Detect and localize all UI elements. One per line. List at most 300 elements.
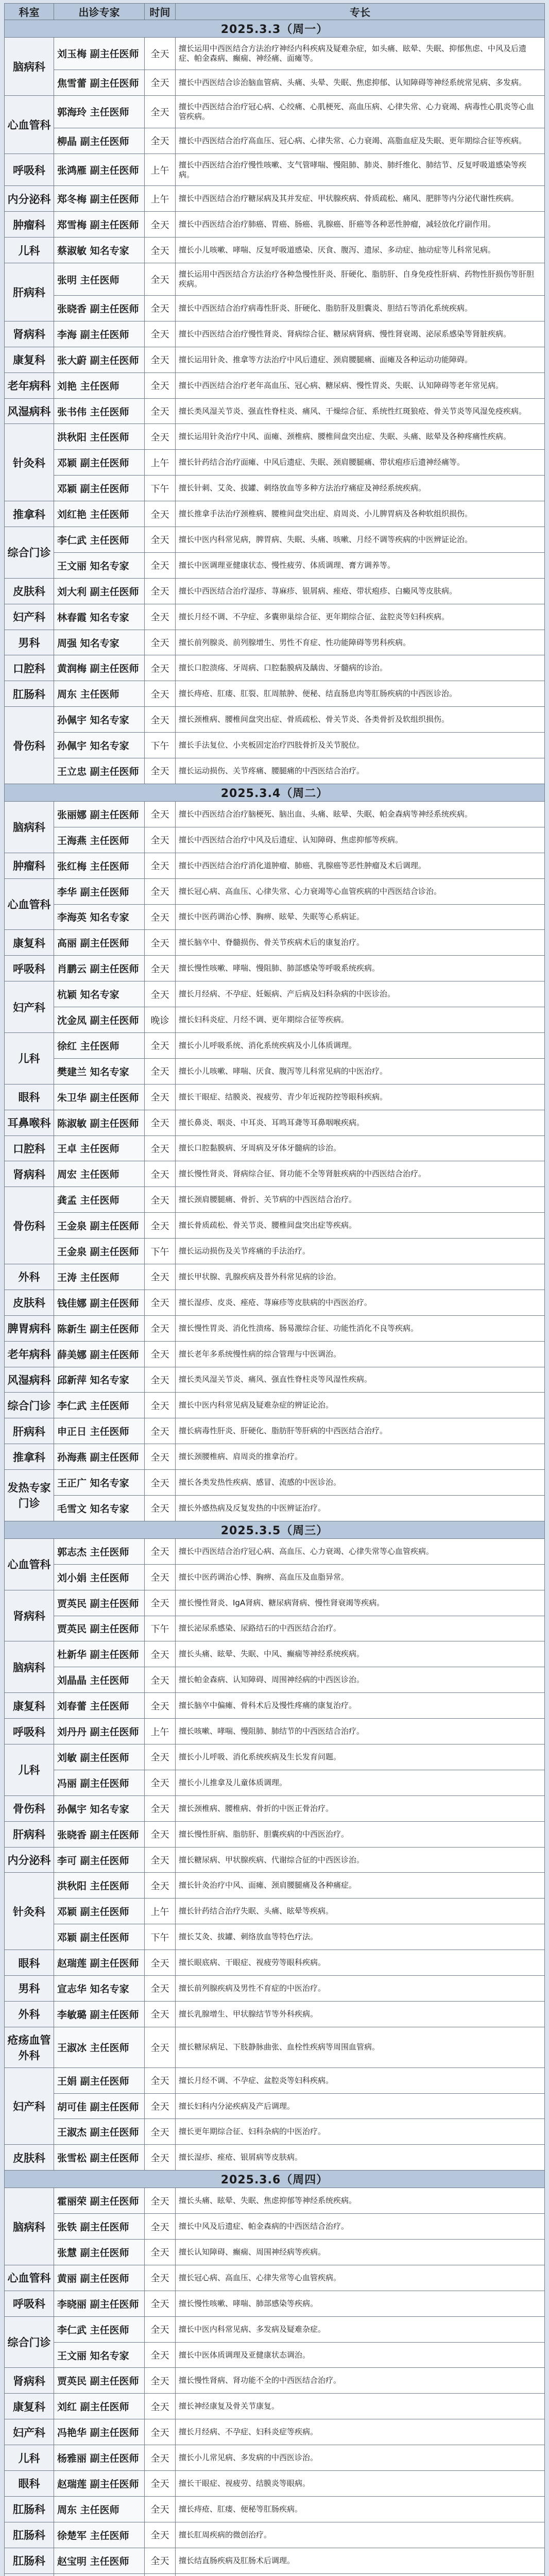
dept-cell [5, 2573, 54, 2576]
time-cell: 全天 [145, 2522, 176, 2548]
time-cell: 全天 [145, 853, 176, 878]
dept-cell: 骨伤科 [5, 707, 54, 784]
time-cell: 全天 [145, 2001, 176, 2027]
dept-cell: 口腔科 [5, 1136, 54, 1161]
spec-cell: 擅长类风湿关节炎、强直性脊柱炎、痛风、干燥综合征、系统性红斑狼疮、骨关节炎等风湿免疫疾病。 [176, 398, 545, 424]
time-cell: 全天 [145, 1367, 176, 1393]
header-time: 时间 [145, 4, 176, 20]
doctor-cell: 申正日 主任医师 [54, 1418, 145, 1444]
spec-cell: 擅长月经病、不孕症、妊娠病、产后病及妇科杂病的中医诊治。 [176, 981, 545, 1007]
spec-cell: 擅长月经病、不孕症、妇科炎症等疾病。 [176, 2419, 545, 2445]
doctor-cell: 陈淑敏 副主任医师 [54, 1110, 145, 1136]
spec-cell: 擅长中医内科常见病，脾胃病、失眠、头痛、咳嗽、月经不调等疾病的中医辨证论治。 [176, 527, 545, 553]
doctor-cell: 毛雪文 知名专家 [54, 1495, 145, 1521]
doctor-cell: 王淑冰 主任医师 [54, 2027, 145, 2067]
table-row [5, 2291, 545, 2316]
spec-cell: 擅长推拿手法治疗颈椎病、腰椎间盘突出症、肩周炎、小儿脾胃病及各种软组织损伤。 [176, 501, 545, 527]
table-row [5, 904, 545, 930]
time-cell: 全天 [145, 707, 176, 733]
table-row [5, 2548, 545, 2573]
dept-cell: 肾病科 [5, 2368, 54, 2394]
doctor-cell: 王立忠 副主任医师 [54, 758, 145, 784]
table-row [5, 1213, 545, 1239]
doctor-cell: 李华 副主任医师 [54, 878, 145, 904]
spec-cell: 擅长脑卒中、脊髓损伤、骨关节疾病术后的康复治疗。 [176, 930, 545, 956]
doctor-cell: 李敏璐 副主任医师 [54, 2001, 145, 2027]
time-cell: 全天 [145, 2342, 176, 2368]
time-cell: 全天 [145, 2394, 176, 2419]
dept-cell: 心血管科 [5, 2265, 54, 2291]
table-row [5, 263, 545, 296]
doctor-cell: 刘红艳 主任医师 [54, 501, 145, 527]
time-cell: 全天 [145, 95, 176, 128]
dept-cell: 男科 [5, 630, 54, 655]
doctor-cell: 刘晶晶 主任医师 [54, 1667, 145, 1693]
table-row [5, 1693, 545, 1719]
spec-cell: 擅长头痛、眩晕、失眠、焦虑抑郁等神经系统疾病。 [176, 2188, 545, 2214]
time-cell: 全天 [145, 1084, 176, 1110]
spec-cell: 擅长颈肩腰腿痛、骨折、关节病的中西医结合治疗。 [176, 1187, 545, 1213]
dept-cell: 眼科 [5, 2471, 54, 2497]
table-row [5, 2368, 545, 2394]
time-cell: 全天 [145, 2496, 176, 2522]
table-row [5, 2093, 545, 2119]
table-row [5, 1795, 545, 1821]
table-row [5, 398, 545, 424]
doctor-cell: 王淑杰 副主任医师 [54, 2119, 145, 2145]
time-cell: 全天 [145, 1032, 176, 1058]
spec-cell: 擅长口腔溃疡、牙周病、口腔黏膜病及龋齿、牙髓病的诊治。 [176, 655, 545, 681]
spec-cell: 擅长针药结合治疗面瘫、中风后遗症、失眠、颈肩腰腿痛、带状疱疹后遗神经痛等。 [176, 450, 545, 476]
table-row [5, 2522, 545, 2548]
spec-cell: 擅长运用中西医结合方法治疗各种急慢性肝炎、肝硬化、脂肪肝、自身免疫性肝病、药物性肝损伤等肝胆疾病。 [176, 263, 545, 296]
time-cell: 全天 [145, 1873, 176, 1899]
table-row [5, 758, 545, 784]
time-cell: 全天 [145, 1795, 176, 1821]
spec-cell: 擅长月经不调、不孕症、多囊卵巢综合征、更年期综合征、盆腔炎等妇科疾病。 [176, 604, 545, 630]
table-row [5, 853, 545, 878]
table-row [5, 1847, 545, 1873]
schedule-body [5, 20, 545, 2576]
table-row [5, 1007, 545, 1033]
doctor-cell: 李海 副主任医师 [54, 321, 145, 347]
time-cell: 全天 [145, 578, 176, 604]
dept-cell: 内分泌科 [5, 186, 54, 212]
doctor-cell: 赵瑞莲 副主任医师 [54, 1950, 145, 1976]
spec-cell: 擅长类风湿关节炎、痛风、强直性脊柱炎等风湿性疾病。 [176, 1367, 545, 1393]
doctor-cell: 王文丽 知名专家 [54, 2342, 145, 2368]
time-cell: 全天 [145, 70, 176, 95]
table-row [5, 1136, 545, 1161]
table-row [5, 801, 545, 827]
dept-cell: 心血管科 [5, 1538, 54, 1590]
time-cell: 全天 [145, 2368, 176, 2394]
doctor-cell: 张红梅 主任医师 [54, 853, 145, 878]
time-cell: 全天 [145, 655, 176, 681]
dept-cell: 针灸科 [5, 424, 54, 501]
time-cell: 全天 [145, 2214, 176, 2240]
time-cell: 全天 [145, 2548, 176, 2573]
table-row [5, 2188, 545, 2214]
doctor-cell: 黄丽 副主任医师 [54, 2265, 145, 2291]
spec-cell: 擅长乳腺增生、甲状腺结节等外科疾病。 [176, 2001, 545, 2027]
time-cell: 全天 [145, 552, 176, 578]
table-row [5, 450, 545, 476]
dept-cell: 康复科 [5, 347, 54, 372]
table-row [5, 347, 545, 372]
table-row [5, 2067, 545, 2093]
table-row [5, 2265, 545, 2291]
doctor-cell: 周东 主任医师 [54, 681, 145, 707]
doctor-cell: 郑雪梅 副主任医师 [54, 212, 145, 238]
time-cell: 晚诊 [145, 1007, 176, 1033]
table-row [5, 424, 545, 450]
doctor-cell: 郑冬梅 副主任医师 [54, 186, 145, 212]
spec-cell: 擅长运用中西医结合方法治疗神经内科疾病及疑难杂症，如头痛、眩晕、失眠、抑郁焦虑、中风及后遗症、帕金森病、癫痫、神经痛、面瘫等。 [176, 38, 545, 70]
spec-cell: 擅长妇科内分泌疾病及产后调理。 [176, 2093, 545, 2119]
spec-cell: 擅长运用针灸治疗中风、面瘫、颈椎病、腰椎间盘突出症、失眠、头痛、眩晕及各种疼痛性疾病。 [176, 424, 545, 450]
dept-cell: 老年病科 [5, 1341, 54, 1367]
spec-cell: 擅长中西医结合治疗冠心病、心绞痛、心肌梗死、高血压病、心律失常、心力衰竭、病毒性心肌炎等心血管疾病。 [176, 95, 545, 128]
time-cell: 全天 [145, 1950, 176, 1976]
doctor-cell: 朱卫华 副主任医师 [54, 1084, 145, 1110]
spec-cell: 擅长小儿咳嗽、哮喘、厌食、腹泻等儿科常见病的中医治疗。 [176, 1058, 545, 1084]
time-cell: 全天 [145, 2093, 176, 2119]
doctor-cell: 王海燕 主任医师 [54, 827, 145, 853]
time-cell: 下午 [145, 1239, 176, 1264]
time-cell: 全天 [145, 2291, 176, 2316]
time-cell: 全天 [145, 2027, 176, 2067]
doctor-cell: 杨雅丽 副主任医师 [54, 2445, 145, 2471]
time-cell: 全天 [145, 321, 176, 347]
table-row [5, 552, 545, 578]
dept-cell: 妇产科 [5, 2419, 54, 2445]
spec-cell: 擅长痔疮、肛瘘、肛裂、肛周脓肿、便秘、结直肠息肉等肛肠疾病的中西医诊治。 [176, 681, 545, 707]
dept-cell: 妇产科 [5, 2067, 54, 2145]
table-row [5, 1418, 545, 1444]
time-cell: 全天 [145, 1564, 176, 1590]
doctor-cell: 王文丽 知名专家 [54, 552, 145, 578]
spec-cell: 擅长颈腰椎病、肩周炎的推拿治疗。 [176, 1444, 545, 1470]
doctor-cell: 蔡淑敏 知名专家 [54, 238, 145, 263]
doctor-cell: 冯艳华 副主任医师 [54, 2419, 145, 2445]
table-row [5, 1744, 545, 1770]
doctor-cell: 高丽 副主任医师 [54, 930, 145, 956]
table-row [5, 2471, 545, 2497]
dept-cell: 脾胃病科 [5, 1315, 54, 1341]
table-row [5, 1110, 545, 1136]
doctor-cell: 邓颖 副主任医师 [54, 1924, 145, 1950]
dept-cell: 呼吸科 [5, 2291, 54, 2316]
dept-cell: 肝病科 [5, 1418, 54, 1444]
doctor-cell: 焦雪蕾 副主任医师 [54, 70, 145, 95]
date-label: 2025.3.3（周一） [5, 20, 545, 38]
doctor-cell: 张明 主任医师 [54, 263, 145, 296]
doctor-cell: 柳晶 副主任医师 [54, 128, 145, 154]
table-row [5, 1367, 545, 1393]
dept-cell: 肾病科 [5, 321, 54, 347]
time-cell: 全天 [145, 212, 176, 238]
dept-cell: 呼吸科 [5, 154, 54, 186]
table-row [5, 238, 545, 263]
time-cell: 全天 [145, 2445, 176, 2471]
table-row [5, 2316, 545, 2342]
spec-cell: 擅长针灸治疗中风、面瘫、颈肩腰腿痛及各种痛症。 [176, 1873, 545, 1899]
date-row [5, 20, 545, 38]
spec-cell: 擅长甲状腺、乳腺疾病及普外科常见病的诊治。 [176, 1264, 545, 1290]
time-cell: 上午 [145, 1719, 176, 1744]
table-row [5, 212, 545, 238]
table-row [5, 2342, 545, 2368]
spec-cell: 擅长中医内科常见病及疑难杂症的辨证论治。 [176, 1393, 545, 1418]
time-cell: 上午 [145, 154, 176, 186]
spec-cell: 擅长中医调理亚健康状态、慢性疲劳、体质调理、膏方调养等。 [176, 552, 545, 578]
time-cell: 全天 [145, 878, 176, 904]
doctor-cell: 贾英民 副主任医师 [54, 1616, 145, 1641]
dept-cell: 肿瘤科 [5, 853, 54, 878]
spec-cell: 擅长帕金森病、认知障碍、周围神经病的中西医诊治。 [176, 1667, 545, 1693]
table-row [5, 2445, 545, 2471]
time-cell: 全天 [145, 930, 176, 956]
time-cell: 全天 [145, 1667, 176, 1693]
doctor-cell: 张铁 副主任医师 [54, 2214, 145, 2240]
table-row [5, 1444, 545, 1470]
doctor-cell: 刘大利 副主任医师 [54, 578, 145, 604]
table-row [5, 1770, 545, 1795]
doctor-cell: 杜新华 副主任医师 [54, 1641, 145, 1667]
doctor-cell: 李可 副主任医师 [54, 1847, 145, 1873]
table-row [5, 95, 545, 128]
spec-cell: 擅长肛周疾病的微创治疗。 [176, 2522, 545, 2548]
time-cell: 全天 [145, 501, 176, 527]
doctor-cell: 王正广 知名专家 [54, 1470, 145, 1496]
dept-cell: 妇产科 [5, 604, 54, 630]
dept-cell: 肛肠科 [5, 681, 54, 707]
table-row [5, 70, 545, 95]
time-cell: 全天 [145, 2145, 176, 2171]
spec-cell: 擅长针药结合治疗失眠、头痛、眩晕等疾病。 [176, 1899, 545, 1924]
dept-cell: 儿科 [5, 2445, 54, 2471]
date-row [5, 2171, 545, 2188]
spec-cell: 擅长中西医结合治疗湿疹、荨麻疹、银屑病、痤疮、带状疱疹、白癜风等皮肤病。 [176, 578, 545, 604]
doctor-cell: 贾英民 副主任医师 [54, 2368, 145, 2394]
time-cell: 全天 [145, 1744, 176, 1770]
time-cell: 全天 [145, 1393, 176, 1418]
spec-cell: 擅长小儿推拿及儿童体质调理。 [176, 1770, 545, 1795]
table-row [5, 1084, 545, 1110]
time-cell: 上午 [145, 450, 176, 476]
spec-cell: 擅长中医药调治心悸、胸痹、眩晕、失眠等心系病证。 [176, 904, 545, 930]
table-row [5, 2394, 545, 2419]
spec-cell: 擅长神经康复及骨关节康复。 [176, 2394, 545, 2419]
doctor-cell: 孙佩宇 知名专家 [54, 707, 145, 733]
table-row [5, 578, 545, 604]
doctor-cell: 陈新生 副主任医师 [54, 1315, 145, 1341]
doctor-cell: 邓颖 副主任医师 [54, 1899, 145, 1924]
spec-cell: 擅长中西医结合治疗肺癌、胃癌、肠癌、乳腺癌、肝癌等各种恶性肿瘤，减轻放化疗副作用。 [176, 212, 545, 238]
time-cell: 全天 [145, 38, 176, 70]
header-doctor: 出诊专家 [54, 4, 145, 20]
spec-cell: 擅长骨质疏松、骨关节炎、腰椎间盘突出症等疾病。 [176, 1213, 545, 1239]
time-cell: 全天 [145, 604, 176, 630]
dept-cell: 外科 [5, 1264, 54, 1290]
spec-cell: 擅长慢性肾炎、IgA肾病、糖尿病肾病、慢性肾衰竭等疾病。 [176, 1590, 545, 1616]
table-row [5, 1290, 545, 1315]
doctor-cell: 刘春蕾 主任医师 [54, 1693, 145, 1719]
table-row [5, 1315, 545, 1341]
dept-cell: 皮肤科 [5, 1290, 54, 1315]
spec-cell: 擅长中医药调治心悸、胸痹、高血压及血脂异常。 [176, 1564, 545, 1590]
dept-cell: 脑病科 [5, 1641, 54, 1693]
table-row [5, 2496, 545, 2522]
spec-cell: 擅长外感热病及反复发热的中医辨证治疗。 [176, 1495, 545, 1521]
spec-cell: 擅长湿疹、痤疮、银屑病等皮肤病。 [176, 2145, 545, 2171]
table-header [5, 4, 545, 20]
time-cell: 全天 [145, 2265, 176, 2291]
table-row [5, 930, 545, 956]
table-row [5, 733, 545, 758]
doctor-cell: 刘艳 主任医师 [54, 372, 145, 398]
time-cell: 全天 [145, 1290, 176, 1315]
dept-cell: 综合门诊 [5, 527, 54, 579]
dept-cell: 儿科 [5, 1744, 54, 1796]
spec-cell: 擅长月经不调、不孕症、盆腔炎等妇科疾病。 [176, 2067, 545, 2093]
doctor-cell: 赵瑞莲 副主任医师 [54, 2471, 145, 2497]
doctor-cell [54, 2573, 145, 2576]
table-row [5, 527, 545, 553]
time-cell: 全天 [145, 1976, 176, 2002]
spec-cell: 擅长中西医结合治疗高血压、冠心病、心律失常、心力衰竭、高脂血症及失眠、更年期综合征等疾病。 [176, 128, 545, 154]
doctor-cell: 周宏 主任医师 [54, 1161, 145, 1187]
table-row [5, 1470, 545, 1496]
dept-cell: 肝病科 [5, 263, 54, 321]
table-row [5, 1341, 545, 1367]
doctor-cell: 郭志杰 主任医师 [54, 1538, 145, 1564]
spec-cell: 擅长中风及后遗症、帕金森病的中西医结合治疗。 [176, 2214, 545, 2240]
time-cell: 全天 [145, 1847, 176, 1873]
header-spec: 专长 [176, 4, 545, 20]
doctor-cell: 钱佳娜 副主任医师 [54, 1290, 145, 1315]
doctor-cell: 张晓香 副主任医师 [54, 1821, 145, 1847]
dept-cell: 康复科 [5, 930, 54, 956]
dept-cell: 心血管科 [5, 95, 54, 154]
table-row [5, 372, 545, 398]
dept-cell: 针灸科 [5, 1873, 54, 1950]
dept-cell: 呼吸科 [5, 956, 54, 981]
table-row [5, 1239, 545, 1264]
table-row [5, 1667, 545, 1693]
table-row [5, 1976, 545, 2002]
time-cell: 全天 [145, 1110, 176, 1136]
spec-cell: 擅长慢性肾病、肾功能不全的中西医结合治疗。 [176, 2368, 545, 2394]
doctor-cell: 王卓 主任医师 [54, 1136, 145, 1161]
doctor-cell: 张书伟 主任医师 [54, 398, 145, 424]
spec-cell: 擅长妇科炎症、月经不调、更年期综合征等疾病。 [176, 1007, 545, 1033]
time-cell: 全天 [145, 1641, 176, 1667]
table-row [5, 956, 545, 981]
time-cell: 全天 [145, 956, 176, 981]
dept-cell: 男科 [5, 1976, 54, 2002]
spec-cell: 擅长慢性胃炎、消化性溃疡、肠易激综合征、功能性消化不良等疾病。 [176, 1315, 545, 1341]
dept-cell: 皮肤科 [5, 578, 54, 604]
time-cell: 全天 [145, 1538, 176, 1564]
doctor-cell: 黄润梅 副主任医师 [54, 655, 145, 681]
spec-cell: 擅长中西医结合治疗病毒性肝炎、肝硬化、脂肪肝及胆囊炎、胆结石等消化系统疾病。 [176, 296, 545, 321]
table-row [5, 604, 545, 630]
time-cell: 全天 [145, 2419, 176, 2445]
table-row [5, 1719, 545, 1744]
spec-cell: 擅长脑卒中偏瘫、骨科术后及慢性疼痛的康复治疗。 [176, 1693, 545, 1719]
doctor-cell: 霍丽荣 副主任医师 [54, 2188, 145, 2214]
time-cell: 全天 [145, 2119, 176, 2145]
spec-cell: 擅长小儿呼吸、消化系统疾病及生长发育问题。 [176, 1744, 545, 1770]
doctor-cell: 林春霞 知名专家 [54, 604, 145, 630]
dept-cell: 推拿科 [5, 501, 54, 527]
table-row [5, 476, 545, 501]
dept-cell: 心血管科 [5, 878, 54, 930]
time-cell: 全天 [145, 801, 176, 827]
dept-cell: 外科 [5, 2001, 54, 2027]
doctor-cell: 孙海燕 副主任医师 [54, 1444, 145, 1470]
spec-cell: 擅长各类发热性疾病、感冒、流感的中医诊治。 [176, 1470, 545, 1496]
table-row [5, 154, 545, 186]
dept-cell: 脑病科 [5, 801, 54, 853]
table-row [5, 38, 545, 70]
doctor-cell: 孙佩宇 知名专家 [54, 733, 145, 758]
doctor-cell: 周强 知名专家 [54, 630, 145, 655]
table-row [5, 2419, 545, 2445]
dept-cell: 眼科 [5, 1950, 54, 1976]
table-row [5, 1590, 545, 1616]
table-row [5, 2145, 545, 2171]
spec-cell: 擅长口腔黏膜病、牙周病及牙体牙髓病的诊治。 [176, 1136, 545, 1161]
doctor-cell: 薛美娜 副主任医师 [54, 1341, 145, 1367]
doctor-cell: 贾英民 副主任医师 [54, 1590, 145, 1616]
doctor-cell: 李仁武 主任医师 [54, 2316, 145, 2342]
time-cell: 全天 [145, 263, 176, 296]
time-cell: 全天 [145, 681, 176, 707]
doctor-cell: 沈金凤 副主任医师 [54, 1007, 145, 1033]
doctor-cell: 龚孟 主任医师 [54, 1187, 145, 1213]
time-cell: 全天 [145, 238, 176, 263]
doctor-cell: 郭海玲 主任医师 [54, 95, 145, 128]
spec-cell: 擅长干眼症、结膜炎、视疲劳、青少年近视防控等眼科疾病。 [176, 1084, 545, 1110]
table-row [5, 1032, 545, 1058]
time-cell: 全天 [145, 1213, 176, 1239]
doctor-cell: 徐楚军 主任医师 [54, 2522, 145, 2548]
dept-cell: 眼科 [5, 1084, 54, 1110]
spec-cell: 擅长针刺、艾灸、拔罐、刺络放血等多种方法治疗痛症及神经系统疾病。 [176, 476, 545, 501]
dept-cell: 骨伤科 [5, 1795, 54, 1821]
table-row [5, 1924, 545, 1950]
doctor-cell: 胡可佳 副主任医师 [54, 2093, 145, 2119]
spec-cell: 擅长中西医结合治疗中风及后遗症、认知障碍、焦虑抑郁等疾病。 [176, 827, 545, 853]
spec-cell: 擅长病毒性肝炎、肝硬化、脂肪肝等肝病的中西医结合治疗。 [176, 1418, 545, 1444]
spec-cell: 擅长小儿咳嗽、哮喘、反复呼吸道感染、厌食、腹泻、遗尿、多动症、抽动症等儿科常见病。 [176, 238, 545, 263]
spec-cell: 擅长运动损伤及关节疼痛的手法治疗。 [176, 1239, 545, 1264]
doctor-cell: 宣志华 知名专家 [54, 1976, 145, 2002]
spec-cell: 擅长冠心病、高血压、心律失常等心血管疾病。 [176, 2265, 545, 2291]
dept-cell: 康复科 [5, 1693, 54, 1719]
spec-cell: 擅长眼底病、干眼症、视疲劳等眼科疾病。 [176, 1950, 545, 1976]
time-cell: 全天 [145, 2316, 176, 2342]
spec-cell: 擅长中西医结合治疗慢性咳嗽、支气管哮喘、慢阻肺、肺炎、肺纤维化、肺结节、反复呼吸道感染等疾病。 [176, 154, 545, 186]
time-cell: 全天 [145, 2188, 176, 2214]
time-cell: 上午 [145, 1899, 176, 1924]
doctor-cell: 洪秋阳 主任医师 [54, 1873, 145, 1899]
dept-cell: 皮肤科 [5, 2145, 54, 2171]
time-cell: 全天 [145, 1495, 176, 1521]
